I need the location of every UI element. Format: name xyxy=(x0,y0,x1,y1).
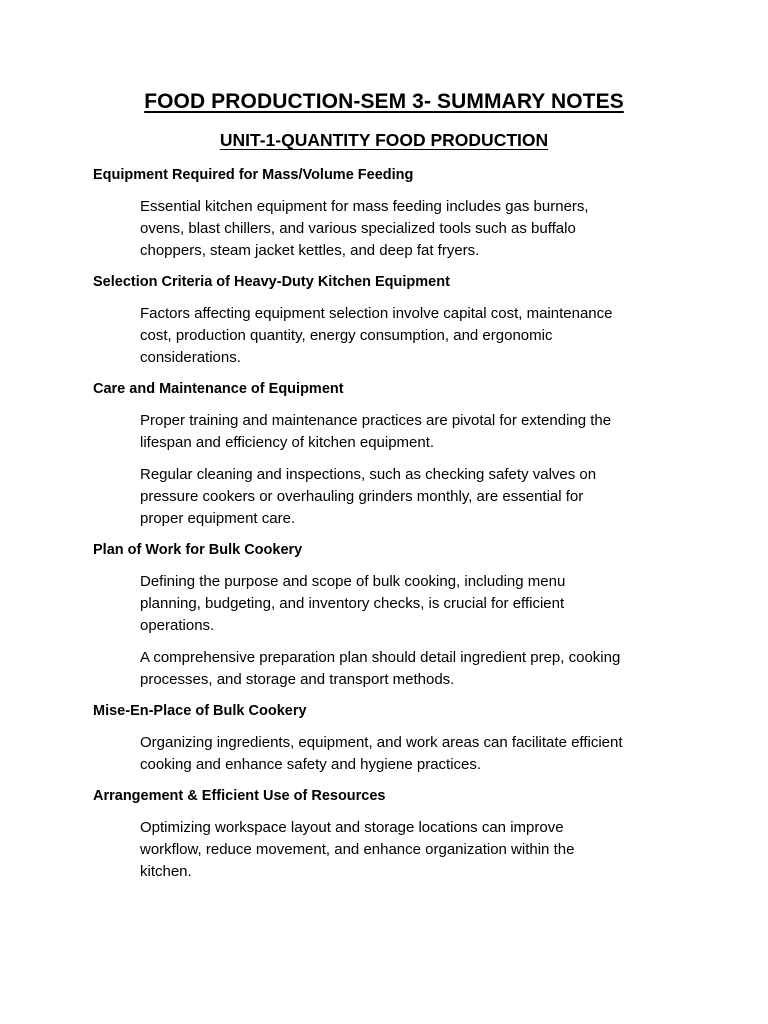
paragraph-line: Defining the purpose and scope of bulk cooking, including menu xyxy=(140,573,566,590)
section xyxy=(93,539,683,700)
paragraph-line: planning, budgeting, and inventory checks, is crucial for efficient xyxy=(140,595,565,612)
section-body xyxy=(93,561,683,700)
paragraph-line: choppers, steam jacket kettles, and deep fat fryers. xyxy=(140,242,480,259)
section xyxy=(93,271,683,378)
paragraph-line: A comprehensive preparation plan should detail ingredient prep, cooking xyxy=(140,649,621,666)
paragraph-line: workflow, reduce movement, and enhance organization within the xyxy=(140,841,575,858)
section xyxy=(93,700,683,785)
paragraph xyxy=(140,571,683,637)
section xyxy=(93,164,683,271)
paragraph xyxy=(140,647,683,691)
section xyxy=(93,785,683,892)
paragraph-line: Optimizing workspace layout and storage locations can improve xyxy=(140,819,564,836)
paragraph-line: Essential kitchen equipment for mass feeding includes gas burners, xyxy=(140,198,589,215)
paragraph-line: Factors affecting equipment selection involve capital cost, maintenance xyxy=(140,305,613,322)
paragraph-line: kitchen. xyxy=(140,863,192,880)
paragraph-line: operations. xyxy=(140,617,215,634)
section-body xyxy=(93,722,683,785)
document-title: FOOD PRODUCTION-SEM 3- SUMMARY NOTES xyxy=(144,90,624,113)
section-heading: Mise-En-Place of Bulk Cookery xyxy=(93,703,307,719)
paragraph xyxy=(140,410,683,454)
paragraph xyxy=(140,196,683,262)
document-content xyxy=(93,164,683,892)
paragraph xyxy=(140,303,683,369)
paragraph-line: cost, production quantity, energy consumption, and ergonomic xyxy=(140,327,553,344)
section-heading: Equipment Required for Mass/Volume Feeding xyxy=(93,167,414,183)
paragraph-line: ovens, blast chillers, and various specialized tools such as buffalo xyxy=(140,220,576,237)
section-body xyxy=(93,807,683,892)
paragraph-line: proper equipment care. xyxy=(140,510,296,527)
paragraph-line: Regular cleaning and inspections, such as checking safety valves on xyxy=(140,466,597,483)
section xyxy=(93,378,683,539)
section-body xyxy=(93,186,683,271)
paragraph-line: pressure cookers or overhauling grinders monthly, are essential for xyxy=(140,488,584,505)
section-heading: Care and Maintenance of Equipment xyxy=(93,381,344,397)
unit-subtitle: UNIT-1-QUANTITY FOOD PRODUCTION xyxy=(219,130,549,150)
paragraph-line: considerations. xyxy=(140,349,241,366)
paragraph xyxy=(140,732,683,776)
section-heading: Arrangement & Efficient Use of Resources xyxy=(93,788,386,804)
paragraph-line: processes, and storage and transport methods. xyxy=(140,671,455,688)
section-body xyxy=(93,400,683,539)
paragraph-line: Organizing ingredients, equipment, and work areas can facilitate efficient xyxy=(140,734,623,751)
section-body xyxy=(93,293,683,378)
paragraph-line: cooking and enhance safety and hygiene practices. xyxy=(140,756,482,773)
section-heading: Selection Criteria of Heavy-Duty Kitchen Equipment xyxy=(93,274,450,290)
section-heading: Plan of Work for Bulk Cookery xyxy=(93,542,303,558)
paragraph-line: Proper training and maintenance practices are pivotal for extending the xyxy=(140,412,612,429)
paragraph xyxy=(140,817,683,883)
paragraph-line: lifespan and efficiency of kitchen equipment. xyxy=(140,434,435,451)
paragraph xyxy=(140,464,683,530)
